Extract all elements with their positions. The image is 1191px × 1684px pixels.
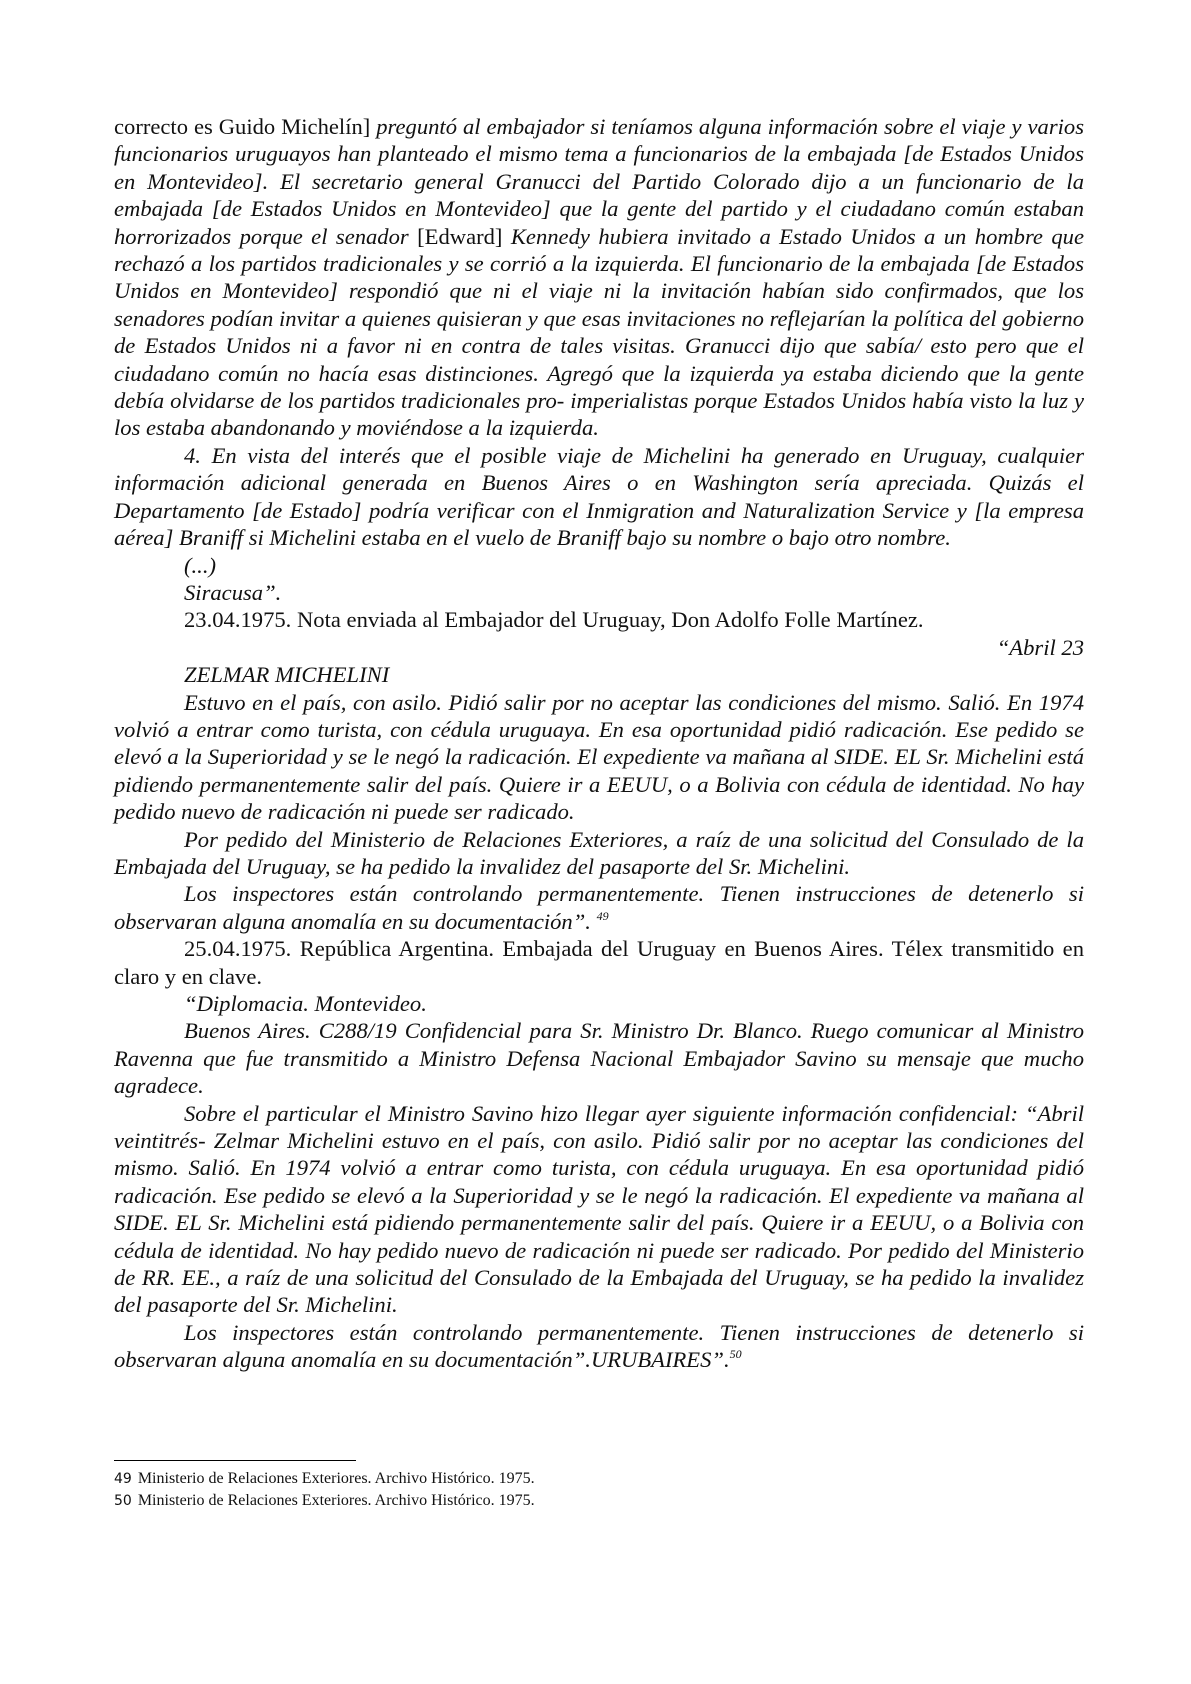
paragraph: Por pedido del Ministerio de Relaciones Exteriores, a raíz de una solicitud del Consulado de la Embajada del Uruguay, se ha pedido la invalidez del pasaporte del Sr. Michelini. bbox=[114, 826, 1084, 879]
paragraph-continued bbox=[114, 113, 1084, 442]
paragraph-text: Los inspectores están controlando permanentemente. Tienen instrucciones de detenerlo si observaran alguna anomalía en su documentación”.URUBAIRES”. bbox=[114, 1319, 1084, 1373]
signature-line: Siracusa”. bbox=[184, 579, 282, 605]
paragraph bbox=[114, 880, 1084, 935]
paragraph-text: Kennedy hubiera invitado a Estado Unidos a un hombre que rechazó a los partidos tradicionales y se corrió a la izquierda. El funcionario de la embajada [de Estados Unidos en Montevideo] respondió que ni el viaje ni la invitación habían sido confirmados, que los senadores podían invitar a quienes quisieran y que esas invitaciones no reflejarían la política del gobierno de Estados Unidos ni a favor ni en contra de tales visitas. Granucci dijo que sabía/ esto pero que el ciudadano común no hacía esas distinciones. Agregó que la izquierda ya estaba diciendo que la gente debía olvidarse de los partidos tradicionales pro- imperialistas porque Estados Unidos había visto la luz y los estaba abandonando y moviéndose a la izquierda. bbox=[114, 223, 1084, 441]
paragraph-text: correcto es Guido Michelín] bbox=[114, 114, 377, 139]
footnote bbox=[114, 1468, 1084, 1490]
footnote-text: Ministerio de Relaciones Exteriores. Archivo Histórico. 1975. bbox=[137, 1492, 535, 1509]
ellipsis-line: (...) bbox=[184, 552, 216, 578]
note-header: 23.04.1975. Nota enviada al Embajador del Uruguay, Don Adolfo Folle Martínez. bbox=[184, 607, 924, 633]
paragraph: “Diplomacia. Montevideo. bbox=[184, 991, 427, 1016]
footnote-number: 49 bbox=[114, 1471, 132, 1487]
footnotes bbox=[114, 1468, 1084, 1512]
paragraph: Estuvo en el país, con asilo. Pidió salir por no aceptar las condiciones del mismo. Salió. En 1974 volvió a entrar como turista, con cédula uruguaya. En esa oportunidad pidió radicación. Ese pedido se elevó a la Superioridad y se le negó la radicación. El expediente va mañana al SIDE. EL Sr. Michelini está pidiendo permanentemente salir del país. Quiere ir a EEUU, o a Bolivia con cédula de identidad. No hay pedido nuevo de radicación ni puede ser radicado. bbox=[114, 689, 1084, 825]
paragraph bbox=[114, 1319, 1084, 1374]
paragraph: 25.04.1975. República Argentina. Embajada del Uruguay en Buenos Aires. Télex transmitido en claro y en clave. bbox=[114, 936, 1084, 989]
footnote-divider bbox=[114, 1460, 356, 1461]
paragraph: Sobre el particular el Ministro Savino hizo llegar ayer siguiente información confidencial: “Abril veintitrés- Zelmar Michelini estuvo en el país, con asilo. Pidió salir por no aceptar las condiciones del mismo. Salió. En 1974 volvió a entrar como turista, con cédula uruguaya. En esa oportunidad pidió radicación. Ese pedido se elevó a la Superioridad y se le negó la radicación. El expediente va mañana al SIDE. EL Sr. Michelini está pidiendo permanentemente salir del país. Quiere ir a EEUU, o a Bolivia con cédula de identidad. No hay pedido nuevo de radicación ni puede ser radicado. Por pedido del Ministerio de RR. EE., a raíz de una solicitud del Consulado de la Embajada del Uruguay, se ha pedido la invalidez del pasaporte del Sr. Michelini. bbox=[114, 1100, 1084, 1318]
subject-heading: ZELMAR MICHELINI bbox=[184, 662, 390, 688]
paragraph: Buenos Aires. C288/19 Confidencial para Sr. Ministro Dr. Blanco. Ruego comunicar al Ministro Ravenna que fue transmitido a Ministro Defensa Nacional Embajador Savino su mensaje que mucho agradece. bbox=[114, 1018, 1084, 1099]
footnote-reference: 50 bbox=[729, 1347, 742, 1362]
footnote bbox=[114, 1490, 1084, 1512]
date-line: “Abril 23 bbox=[996, 634, 1084, 660]
paragraph-text: [Edward] bbox=[417, 223, 511, 249]
footnote-number: 50 bbox=[114, 1493, 132, 1509]
paragraph-item-4: 4. En vista del interés que el posible viaje de Michelini ha generado en Uruguay, cualquier información adicional generada en Buenos Aires o en Washington sería apreciada. Quizás el Departamento [de Estado] podría verificar con el Inmigration and Naturalization Service y [la empresa aérea] Braniff si Michelini estaba en el vuelo de Braniff bajo su nombre o bajo otro nombre. bbox=[114, 442, 1084, 551]
document-body bbox=[114, 113, 1084, 1374]
paragraph-text: Los inspectores están controlando permanentemente. Tienen instrucciones de detenerlo si observaran alguna anomalía en su documentación”. bbox=[114, 881, 1084, 934]
paragraph-text: preguntó al embajador si teníamos alguna información sobre el viaje y varios funcionarios uruguayos han planteado el mismo tema a funcionarios de la embajada [de Estados Unidos en Montevideo]. El secretario general Granucci del Partido Colorado dijo a un funcionario de la embajada [de Estados Unidos en Montevideo] que la gente del partido y el ciudadano común estaban horrorizados porque el senador bbox=[114, 114, 1084, 249]
footnote-reference: 49 bbox=[596, 908, 609, 923]
footnote-text: Ministerio de Relaciones Exteriores. Archivo Histórico. 1975. bbox=[137, 1470, 535, 1487]
